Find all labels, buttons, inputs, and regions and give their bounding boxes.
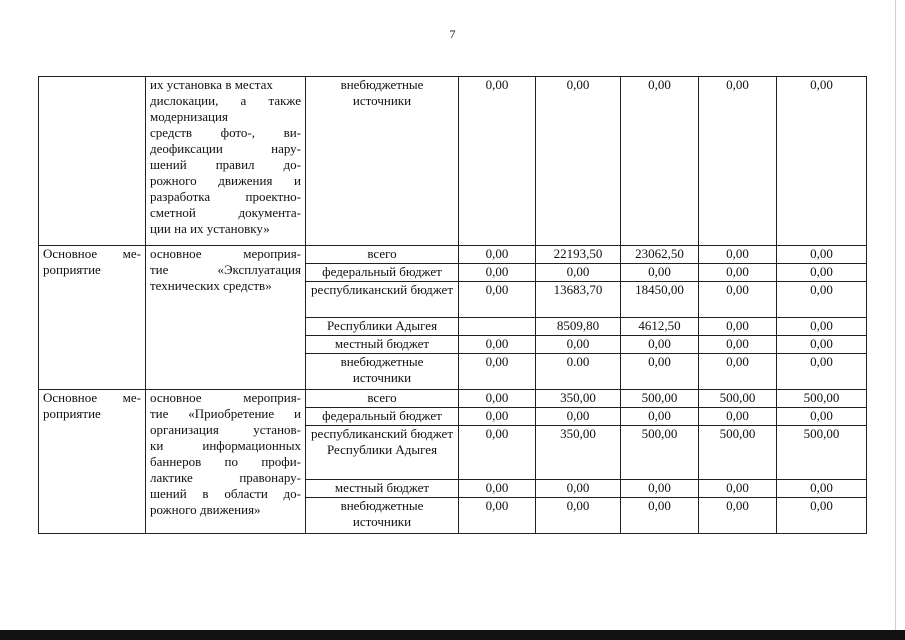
activity-description-cell: основное мероприя- тие «Эксплуатация технических средств» bbox=[146, 246, 306, 390]
table-row bbox=[39, 77, 867, 246]
amount-cell: 500,00 bbox=[699, 390, 777, 408]
scan-page-edge bbox=[895, 0, 896, 630]
amount-cell: 0,00 bbox=[459, 408, 536, 426]
amount-cell: 0,00 bbox=[459, 246, 536, 264]
amount-cell: 0,00 bbox=[459, 426, 536, 480]
amount-cell: 18450,00 bbox=[621, 282, 699, 318]
funding-source: местный бюджет bbox=[306, 336, 459, 354]
amount-cell: 0,00 bbox=[621, 264, 699, 282]
amount-cell: 0,00 bbox=[459, 264, 536, 282]
amount-cell: 0,00 bbox=[699, 77, 777, 246]
amount-cell: 0,00 bbox=[621, 354, 699, 390]
amount-cell: 0,00 bbox=[777, 77, 867, 246]
amount-cell: 0,00 bbox=[459, 354, 536, 390]
activity-type-cell: Основное ме- роприятие bbox=[39, 390, 146, 534]
amount-cell: 0,00 bbox=[621, 336, 699, 354]
funding-source: внебюджетные источники bbox=[306, 354, 459, 390]
amount-cell: 0,00 bbox=[459, 498, 536, 534]
amount-cell: 0,00 bbox=[777, 282, 867, 318]
amount-cell: 0,00 bbox=[621, 408, 699, 426]
scan-bottom-border bbox=[0, 630, 905, 640]
amount-cell: 0,00 bbox=[536, 264, 621, 282]
amount-cell: 23062,50 bbox=[621, 246, 699, 264]
amount-cell: 0,00 bbox=[536, 408, 621, 426]
amount-cell: 8509,80 bbox=[536, 318, 621, 336]
funding-source: федеральный бюджет bbox=[306, 264, 459, 282]
amount-cell: 500,00 bbox=[777, 426, 867, 480]
funding-source: республиканский бюджет Республики Адыгея bbox=[306, 426, 459, 480]
amount-cell: 500,00 bbox=[777, 390, 867, 408]
amount-cell: 0,00 bbox=[699, 480, 777, 498]
amount-cell: 0,00 bbox=[699, 354, 777, 390]
funding-source: местный бюджет bbox=[306, 480, 459, 498]
activity-description-cell: основное мероприя- тие «Приобретение и организация установ- ки информационных баннеров по профи- лактике правонару- шений в области до- рожного движения» bbox=[146, 390, 306, 534]
amount-cell bbox=[459, 318, 536, 336]
amount-cell: 4612,50 bbox=[621, 318, 699, 336]
amount-cell: 0,00 bbox=[777, 336, 867, 354]
amount-cell: 0,00 bbox=[777, 246, 867, 264]
funding-source: республиканский бюджет bbox=[306, 282, 459, 318]
amount-cell: 0,00 bbox=[699, 282, 777, 318]
amount-cell: 0,00 bbox=[699, 498, 777, 534]
amount-cell: 0,00 bbox=[699, 408, 777, 426]
amount-cell: 500,00 bbox=[621, 390, 699, 408]
table-row bbox=[39, 246, 867, 264]
amount-cell: 0,00 bbox=[699, 336, 777, 354]
amount-cell: 0,00 bbox=[621, 498, 699, 534]
amount-cell: 0,00 bbox=[777, 318, 867, 336]
amount-cell: 0,00 bbox=[777, 498, 867, 534]
amount-cell: 0,00 bbox=[459, 77, 536, 246]
page-number: 7 bbox=[449, 27, 456, 41]
activity-type-cell: Основное ме- роприятие bbox=[39, 246, 146, 390]
amount-cell: 0,00 bbox=[699, 264, 777, 282]
amount-cell: 13683,70 bbox=[536, 282, 621, 318]
amount-cell: 0,00 bbox=[777, 408, 867, 426]
amount-cell: 0,00 bbox=[699, 318, 777, 336]
funding-source: внебюджетные источники bbox=[306, 498, 459, 534]
amount-cell: 0,00 bbox=[777, 480, 867, 498]
amount-cell: 0,00 bbox=[536, 77, 621, 246]
amount-cell: 0,00 bbox=[621, 480, 699, 498]
funding-source: Республики Адыгея bbox=[306, 318, 459, 336]
amount-cell: 0,00 bbox=[459, 390, 536, 408]
amount-cell: 0,00 bbox=[459, 282, 536, 318]
amount-cell: 0,00 bbox=[536, 498, 621, 534]
amount-cell: 0,00 bbox=[777, 264, 867, 282]
budget-table bbox=[38, 76, 867, 534]
amount-cell: 0,00 bbox=[459, 336, 536, 354]
amount-cell: 0.00 bbox=[536, 354, 621, 390]
amount-cell: 0,00 bbox=[699, 246, 777, 264]
amount-cell: 0,00 bbox=[621, 77, 699, 246]
table-row bbox=[39, 390, 867, 408]
funding-source: всего bbox=[306, 246, 459, 264]
funding-source: внебюджетные источники bbox=[306, 77, 459, 246]
funding-source: федеральный бюджет bbox=[306, 408, 459, 426]
amount-cell: 500,00 bbox=[621, 426, 699, 480]
activity-description-cell: их установка в местах дислокации, а также модернизация средств фото-, ви- деофиксации нару- шений правил до- рожного движения и разработка проектно- сметной документа- ции на их установку» bbox=[146, 77, 306, 246]
amount-cell: 0,00 bbox=[536, 336, 621, 354]
amount-cell: 22193,50 bbox=[536, 246, 621, 264]
amount-cell: 350,00 bbox=[536, 426, 621, 480]
funding-source: всего bbox=[306, 390, 459, 408]
amount-cell: 0,00 bbox=[536, 480, 621, 498]
amount-cell: 500,00 bbox=[699, 426, 777, 480]
amount-cell: 0,00 bbox=[459, 480, 536, 498]
amount-cell: 350,00 bbox=[536, 390, 621, 408]
amount-cell: 0,00 bbox=[777, 354, 867, 390]
activity-type-cell bbox=[39, 77, 146, 246]
